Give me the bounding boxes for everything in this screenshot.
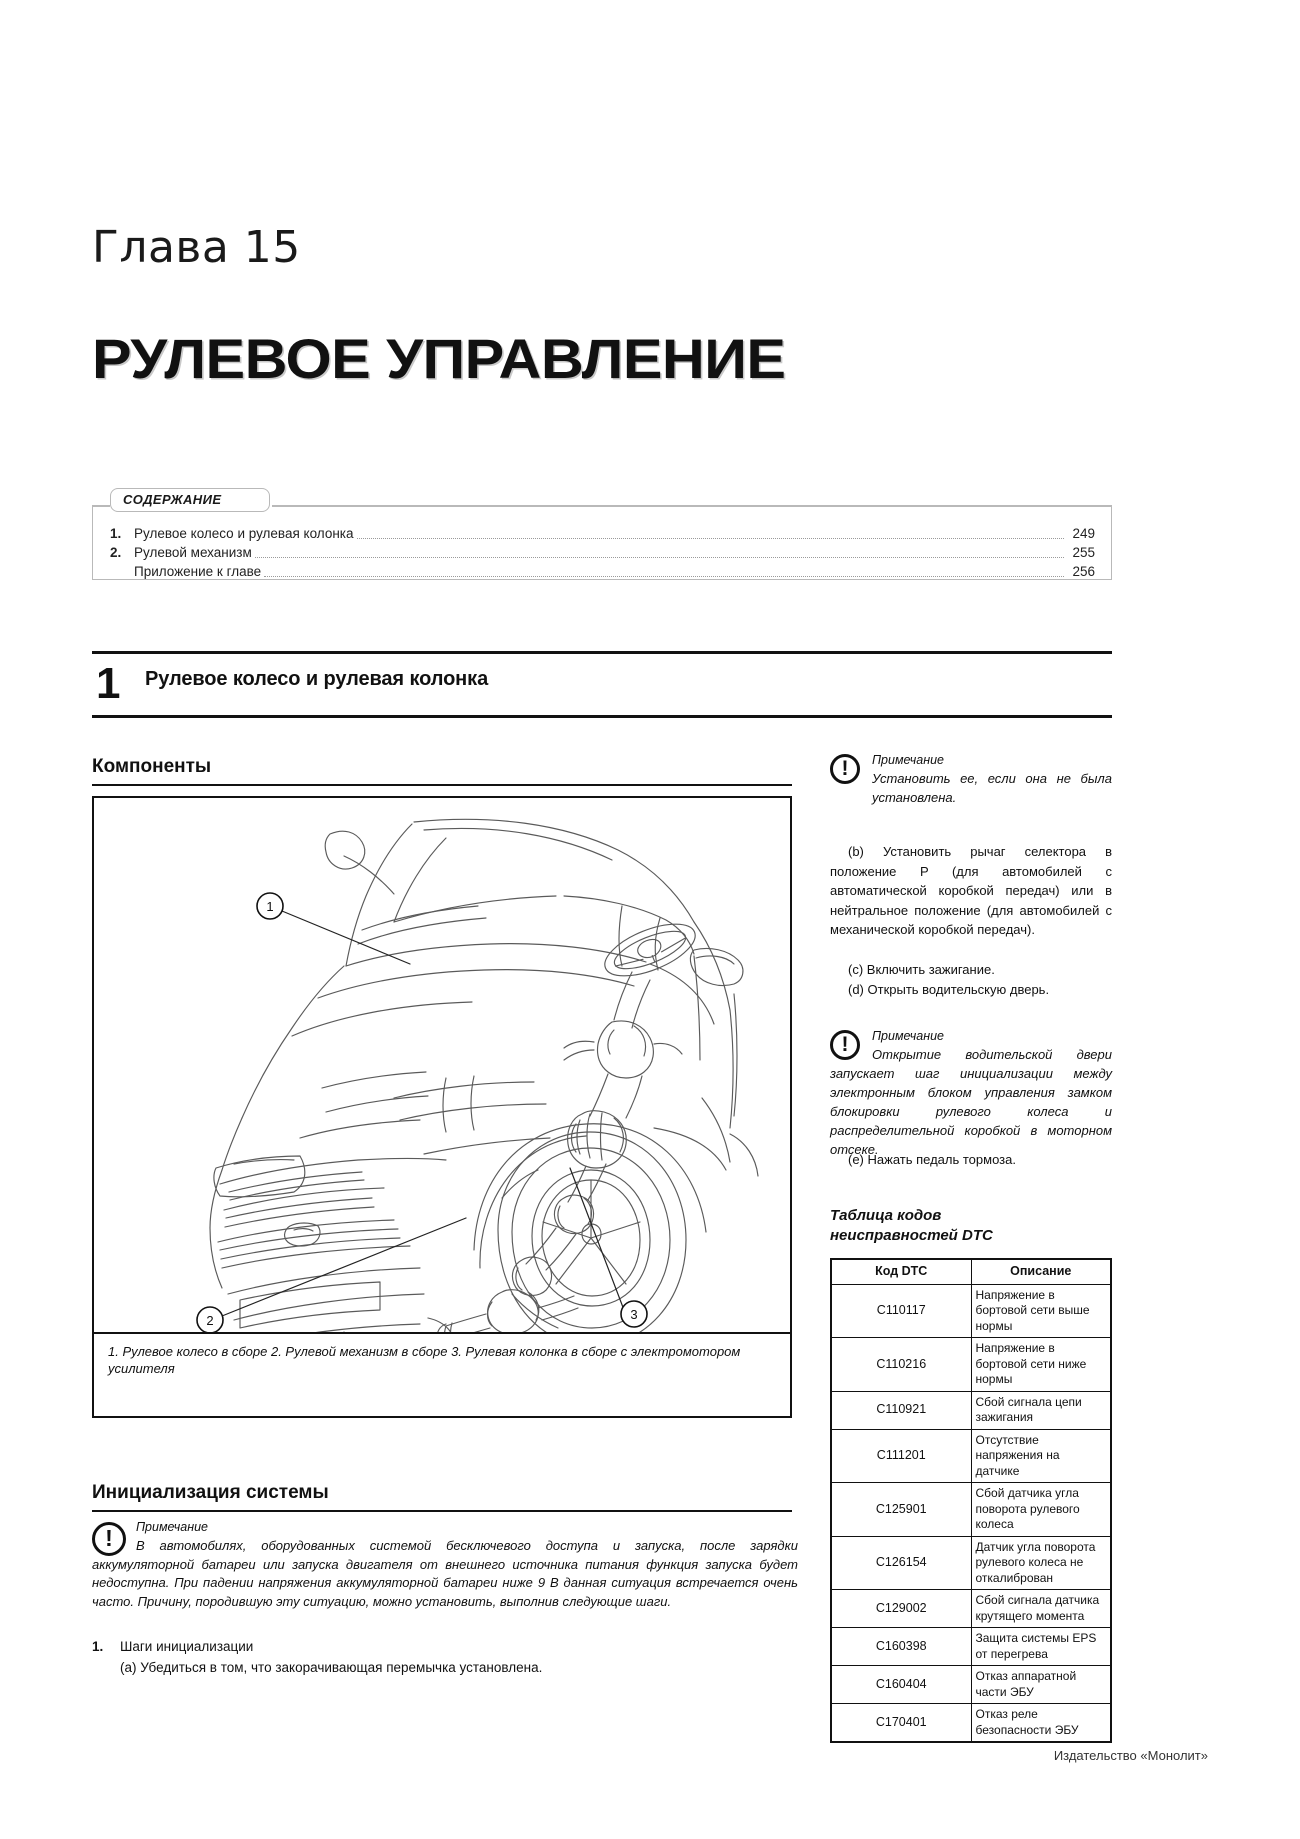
section-rule-top	[92, 651, 1112, 654]
init-steps	[92, 1636, 798, 1678]
figure-caption	[108, 1343, 778, 1377]
right-step-b	[830, 842, 1112, 940]
vehicle-steering-line-art	[94, 798, 790, 1332]
components-heading: Компоненты	[92, 756, 212, 777]
table-row	[831, 1704, 1111, 1743]
right-note-1-title: Примечание	[872, 753, 944, 767]
dtc-code: C129002	[831, 1590, 971, 1628]
table-row	[831, 1628, 1111, 1666]
dtc-code: C170401	[831, 1704, 971, 1743]
right-step-e	[830, 1150, 1112, 1170]
callout-2	[197, 1307, 223, 1332]
table-row	[831, 1483, 1111, 1537]
table-row	[831, 1590, 1111, 1628]
dtc-table-title	[830, 1206, 1112, 1246]
init-heading: Инициализация системы	[92, 1482, 329, 1503]
table-row	[831, 1536, 1111, 1590]
dtc-table-title-line-2: неисправностей DTC	[830, 1227, 993, 1244]
dtc-code: C110216	[831, 1338, 971, 1392]
toc-item[interactable]	[110, 524, 1095, 543]
toc-tab	[110, 488, 270, 512]
table-row	[831, 1391, 1111, 1429]
toc-item-page: 255	[1072, 545, 1095, 560]
chapter-label: Глава 15	[92, 222, 301, 273]
section-number: 1	[96, 659, 121, 708]
right-note-2	[830, 1028, 1112, 1159]
init-step-number: 1.	[92, 1639, 104, 1654]
dtc-description: Напряжение в бортовой сети ниже нормы	[971, 1338, 1111, 1392]
svg-text:2: 2	[206, 1313, 214, 1328]
dtc-code: C160404	[831, 1666, 971, 1704]
dtc-description: Напряжение в бортовой сети выше нормы	[971, 1284, 1111, 1338]
callout-1	[257, 893, 283, 919]
dtc-code: C125901	[831, 1483, 971, 1537]
figure-caption-part-1: 1. Рулевое колесо в сборе	[108, 1344, 271, 1359]
right-step-d	[830, 980, 1112, 1000]
footer-publisher: Издательство «Монолит»	[1053, 1748, 1208, 1763]
dtc-description: Сбой сигнала цепи зажигания	[971, 1391, 1111, 1429]
table-row	[831, 1284, 1111, 1338]
init-note-body	[92, 1537, 798, 1611]
toc-item-number: 1.	[110, 526, 122, 541]
init-heading-rule	[92, 1510, 792, 1512]
toc-leader-dots	[255, 547, 1064, 558]
right-step-b-text: (b) Установить рычаг селектора в положение P (для автомобилей с автоматической коробкой передач) или в нейтральное положение (для автомобилей с механической коробкой передач).	[830, 844, 1112, 937]
toc-item-label: Рулевой механизм	[134, 545, 252, 560]
dtc-header-code: Код DTC	[831, 1259, 971, 1284]
dtc-description: Сбой сигнала датчика крутящего момента	[971, 1590, 1111, 1628]
dtc-description: Отказ аппаратной части ЭБУ	[971, 1666, 1111, 1704]
toc-tab-label: СОДЕРЖАНИЕ	[123, 492, 222, 507]
right-note-2-title: Примечание	[872, 1029, 944, 1043]
svg-text:1: 1	[266, 899, 274, 914]
svg-text:3: 3	[630, 1307, 638, 1322]
right-step-c	[830, 960, 1112, 980]
table-row	[831, 1429, 1111, 1483]
right-step-d-text: (d) Открыть водительскую дверь.	[848, 982, 1050, 997]
figure-caption-part-3: 3. Рулевая колонка в сборе с электромотором усилителя	[108, 1344, 741, 1376]
dtc-code: C111201	[831, 1429, 971, 1483]
toc-item-page: 256	[1072, 564, 1095, 579]
table-row	[831, 1666, 1111, 1704]
dtc-table-title-line-1: Таблица кодов	[830, 1207, 942, 1224]
dtc-description: Защита системы EPS от перегрева	[971, 1628, 1111, 1666]
dtc-header-description: Описание	[971, 1259, 1111, 1284]
init-step-1	[92, 1636, 798, 1657]
toc-item-number: 2.	[110, 545, 122, 560]
right-note-2-body: Открытие водительской двери запускает шаг инициализации между электронным блоком управления замком блокировки рулевого колеса и распределительной коробкой в моторном отсеке.	[830, 1047, 1112, 1157]
section-title: Рулевое колесо и рулевая колонка	[145, 668, 489, 690]
toc-item-page: 249	[1072, 526, 1095, 541]
right-note-1-body: Установить ее, если она не была установлена.	[872, 771, 1112, 805]
dtc-code: C110117	[831, 1284, 971, 1338]
right-step-c-text: (c) Включить зажигание.	[848, 962, 995, 977]
section-rule-bottom	[92, 715, 1112, 718]
dtc-description: Датчик угла поворота рулевого колеса не откалиброван	[971, 1536, 1111, 1590]
dtc-code: C126154	[831, 1536, 971, 1590]
dtc-description: Сбой датчика угла поворота рулевого колеса	[971, 1483, 1111, 1537]
init-note-text: В автомобилях, оборудованных системой бесключевого доступа и запуска, после зарядки аккумуляторной батареи или запуска двигателя от внешнего источника питания функция запуска будет недоступна. При падении напряжения аккумуляторной батареи ниже 9 В данная ситуация встречается очень часто. Причину, породившую эту ситуацию, можно установить, выполнив следующие шаги.	[92, 1538, 798, 1609]
right-note-1	[830, 752, 1112, 807]
init-step-title: Шаги инициализации	[120, 1639, 254, 1654]
figure-caption-rule	[94, 1332, 790, 1334]
exclamation-icon	[830, 1030, 860, 1060]
toc-list	[110, 524, 1095, 581]
dtc-table-header-row	[831, 1259, 1111, 1284]
toc-item-label: Приложение к главе	[134, 564, 262, 579]
table-row	[831, 1338, 1111, 1392]
toc-leader-dots	[357, 528, 1065, 539]
dtc-code: C110921	[831, 1391, 971, 1429]
exclamation-icon	[830, 754, 860, 784]
dtc-table-wrap	[830, 1258, 1112, 1743]
dtc-table	[830, 1258, 1112, 1743]
dtc-description: Отказ реле безопасности ЭБУ	[971, 1704, 1111, 1743]
toc-item-label: Рулевое колесо и рулевая колонка	[134, 526, 354, 541]
dtc-description: Отсутствие напряжения на датчике	[971, 1429, 1111, 1483]
init-step-a: (a) Убедиться в том, что закорачивающая перемычка установлена.	[120, 1660, 543, 1675]
right-step-e-text: (e) Нажать педаль тормоза.	[848, 1152, 1016, 1167]
toc-item[interactable]	[110, 562, 1095, 581]
figure-caption-part-2: 2. Рулевой механизм в сборе	[270, 1344, 452, 1359]
callout-3	[621, 1301, 647, 1327]
toc-item[interactable]	[110, 543, 1095, 562]
toc-leader-dots	[264, 566, 1064, 577]
components-heading-rule	[92, 784, 792, 786]
init-note-title: Примечание	[136, 1520, 208, 1534]
components-figure	[92, 796, 792, 1418]
chapter-title: РУЛЕВОЕ УПРАВЛЕНИЕ	[92, 327, 786, 390]
dtc-code: C160398	[831, 1628, 971, 1666]
